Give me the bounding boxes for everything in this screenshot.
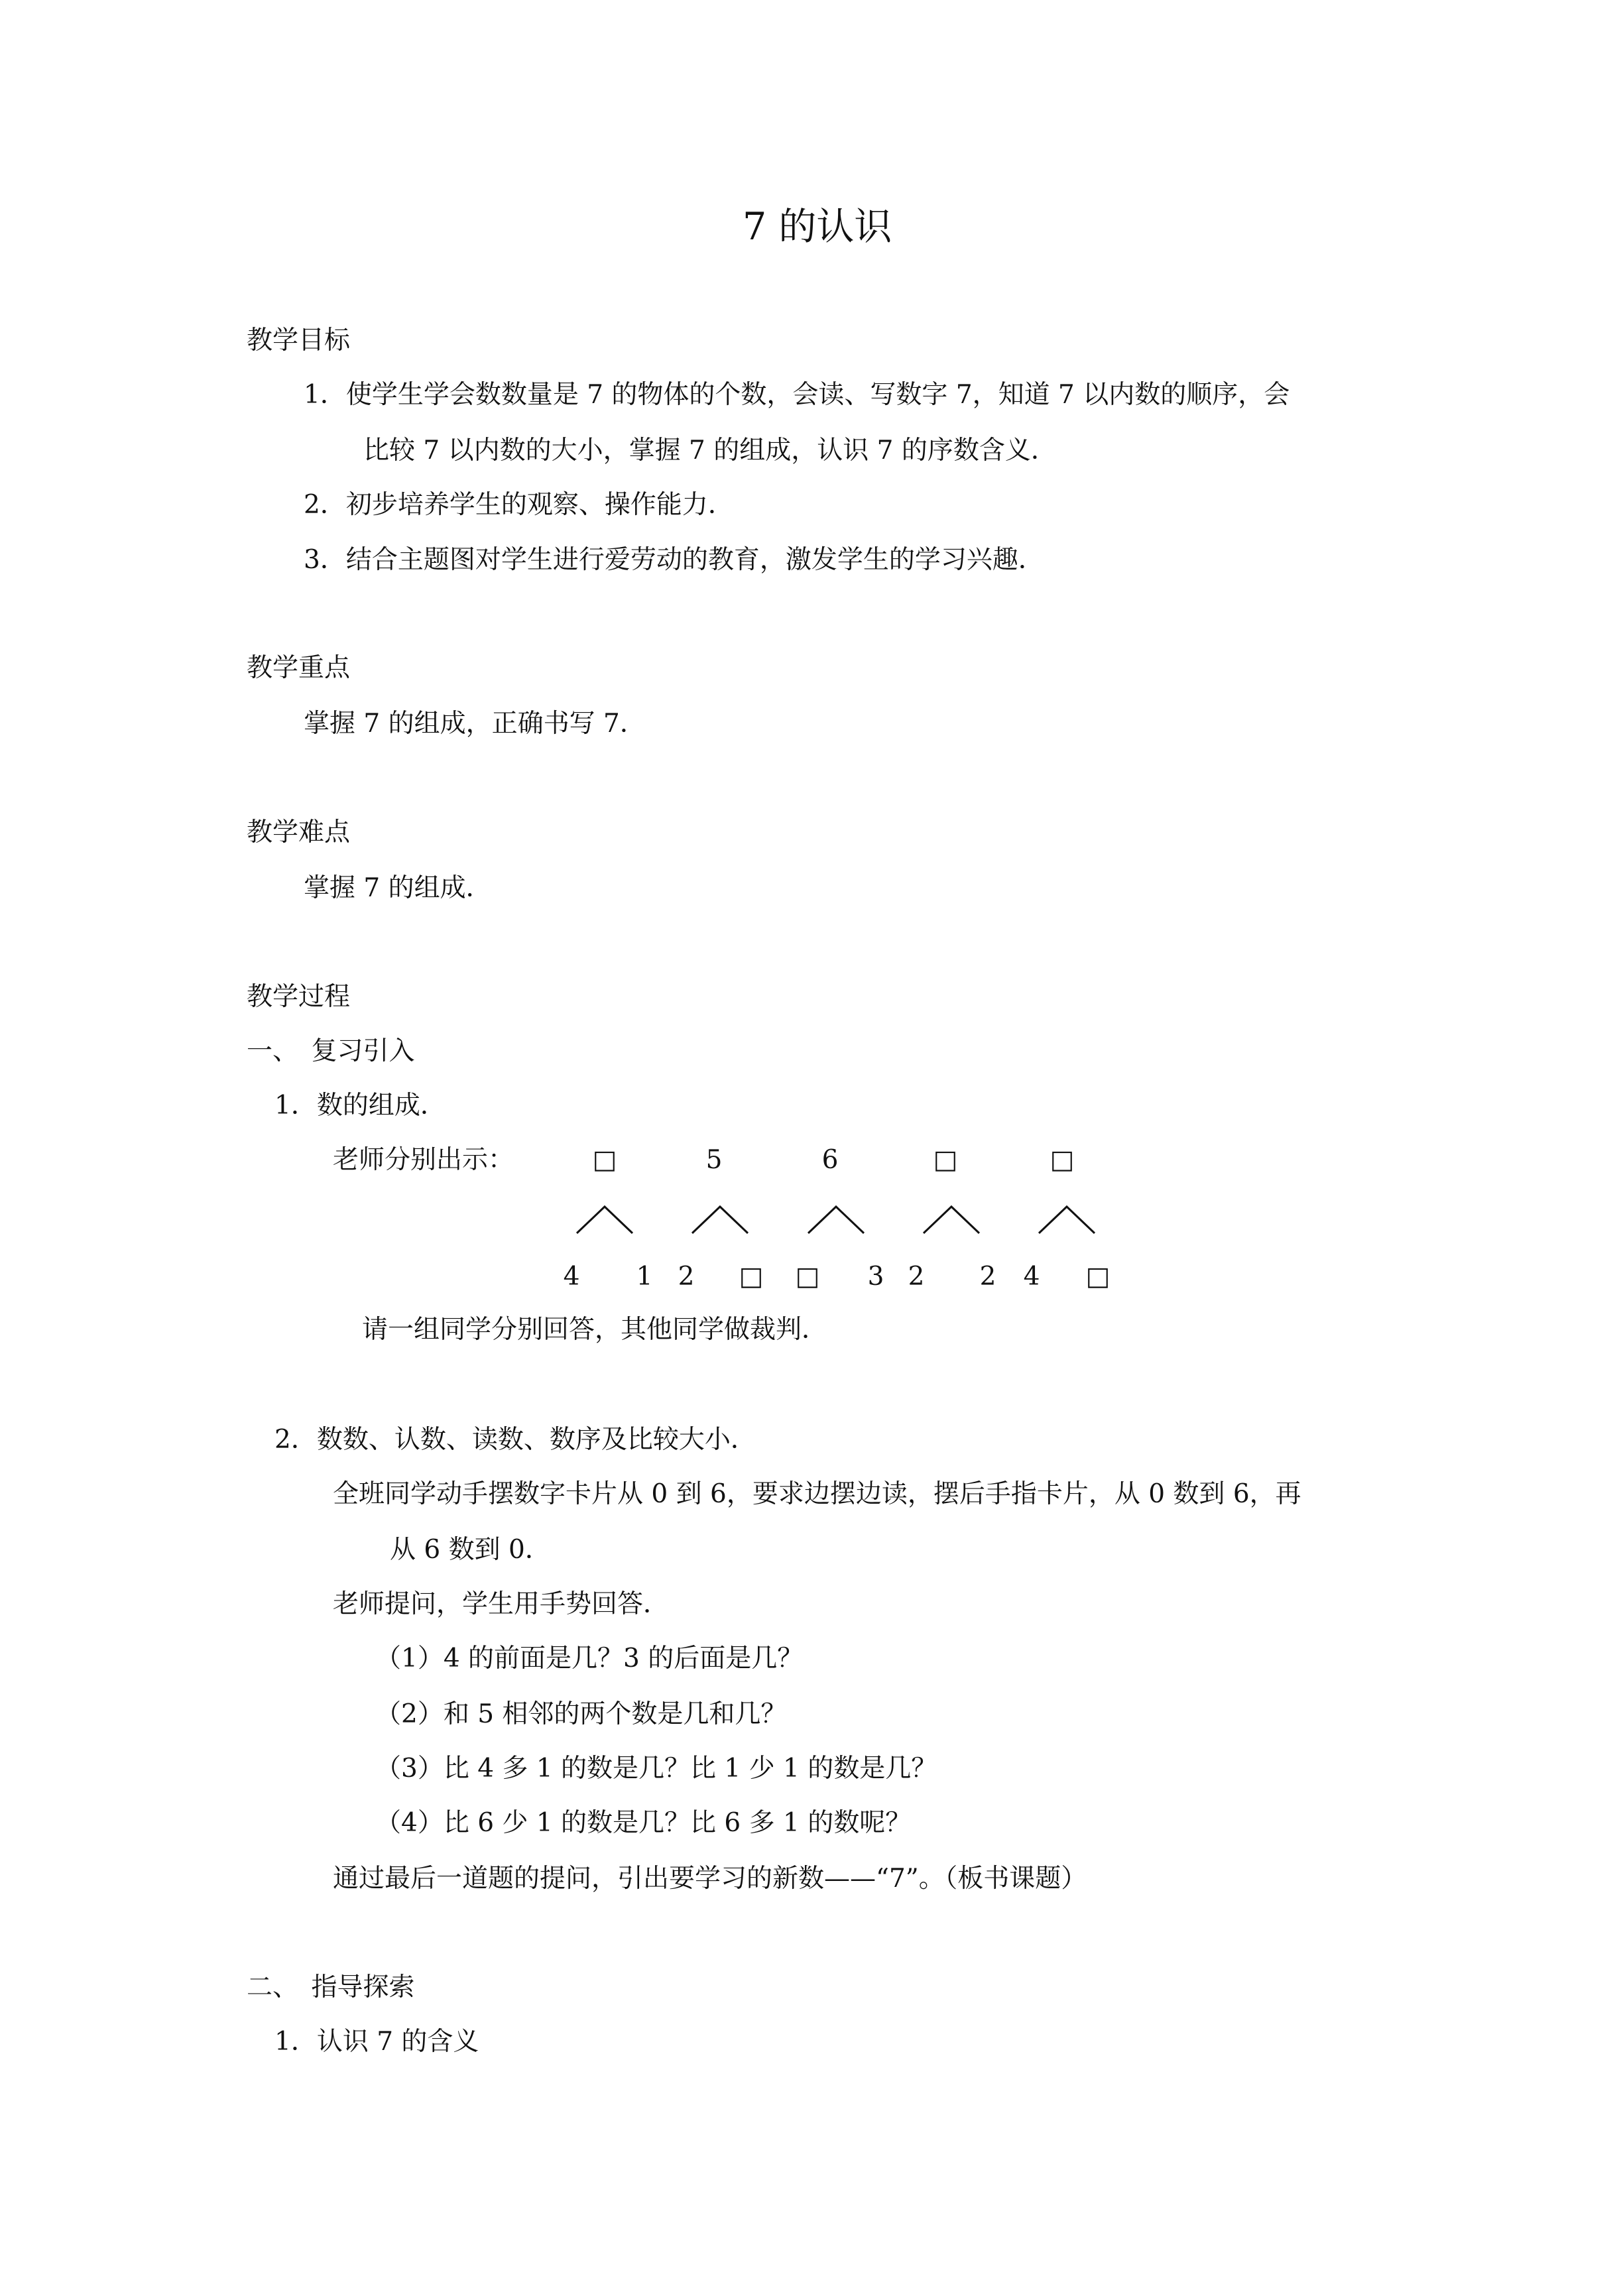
composition-top-1: □: [592, 1145, 617, 1175]
key-points-heading: 教学重点: [247, 653, 351, 683]
objectives-heading: 教学目标: [247, 326, 351, 355]
question-1: （1）4 的前面是几？3 的后面是几？: [375, 1644, 804, 1673]
difficulties-text: 掌握 7 的组成．: [304, 873, 492, 903]
part1-item2-ask: 老师提问，学生用手势回答．: [333, 1589, 670, 1619]
question-3: （3）比 4 多 1 的数是几？比 1 少 1 的数是几？: [375, 1754, 937, 1783]
composition-bottom-10: □: [1085, 1262, 1111, 1292]
composition-bottom-6: 3: [867, 1262, 884, 1292]
composition-bottom-5: □: [795, 1262, 820, 1292]
composition-top-5: □: [1050, 1145, 1075, 1175]
composition-top-2: 5: [705, 1145, 723, 1175]
composition-bottom-9: 4: [1023, 1262, 1040, 1292]
part2-heading: 二、 指导探索: [247, 1972, 415, 2002]
composition-bottom-7: 2: [908, 1262, 925, 1292]
key-points-text: 掌握 7 的组成，正确书写 7．: [304, 709, 646, 739]
branch-3: [808, 1207, 864, 1233]
part1-item2-conclusion: 通过最后一道题的提问，引出要学习的新数——“7”。（板书课题）: [333, 1864, 1087, 1894]
composition-bottom-1: 4: [563, 1262, 580, 1292]
branch-5: [1039, 1207, 1095, 1233]
page-title: 7 的认识: [743, 205, 892, 249]
composition-bottom-3: 2: [678, 1262, 695, 1292]
part1-item1-lead: 老师分别出示：: [333, 1145, 514, 1175]
composition-top-4: □: [933, 1145, 958, 1175]
part1-item2-text-1: 全班同学动手摆数字卡片从 0 到 6，要求边摆边读，摆后手指卡片，从 0 数到 6，再: [333, 1479, 1301, 1509]
composition-top-3: 6: [821, 1145, 839, 1175]
objective-item-3: 3．结合主题图对学生进行爱劳动的教育，激发学生的学习兴趣．: [304, 545, 1044, 575]
part1-item2-label: 2．数数、认数、读数、数序及比较大小．: [274, 1425, 756, 1455]
part1-item1-label: 1．数的组成．: [274, 1091, 446, 1120]
objective-item-1: 1．使学生学会数数量是 7 的物体的个数，会读、写数字 7，知道 7 以内数的顺序，会: [304, 380, 1290, 410]
process-heading: 教学过程: [247, 982, 351, 1012]
branch-1: [577, 1207, 632, 1233]
objective-item-2: 2．初步培养学生的观察、操作能力．: [304, 490, 734, 520]
composition-bottom-2: 1: [636, 1262, 653, 1292]
part1-item2-text-2: 从 6 数到 0．: [390, 1535, 551, 1565]
question-2: （2）和 5 相邻的两个数是几和几？: [375, 1699, 787, 1729]
part2-item1: 1．认识 7 的含义: [274, 2027, 479, 2057]
branch-4: [924, 1207, 979, 1233]
part1-heading: 一、 复习引入: [247, 1036, 415, 1066]
composition-bottom-8: 2: [979, 1262, 996, 1292]
objective-item-1-cont: 比较 7 以内数的大小，掌握 7 的组成，认识 7 的序数含义．: [363, 436, 1057, 465]
difficulties-heading: 教学难点: [247, 817, 351, 847]
part1-item1-note: 请一组同学分别回答，其他同学做裁判．: [362, 1315, 828, 1345]
question-4: （4）比 6 少 1 的数是几？比 6 多 1 的数呢？: [375, 1808, 912, 1838]
branch-2: [692, 1207, 748, 1233]
composition-bottom-4: □: [739, 1262, 764, 1292]
